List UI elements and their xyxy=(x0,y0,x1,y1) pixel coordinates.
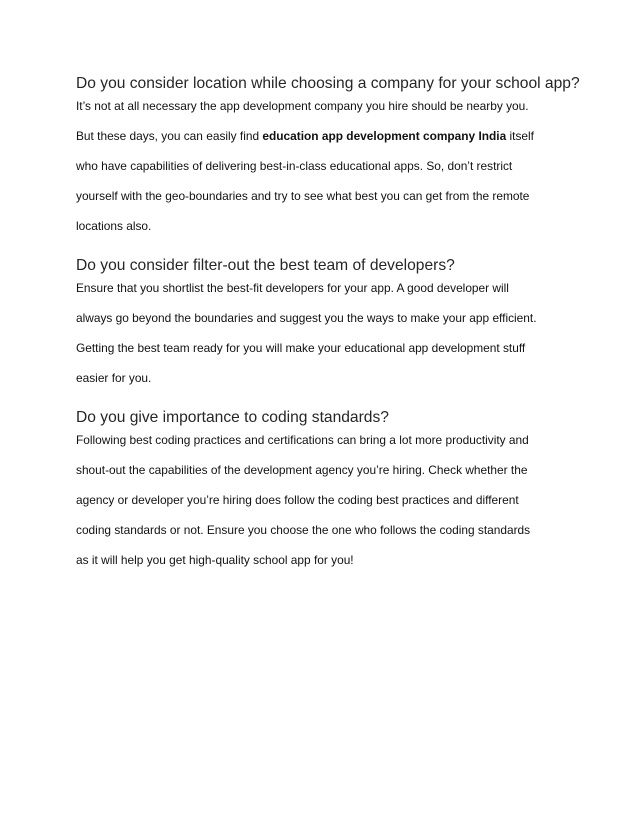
paragraph-line: agency or developer you’re hiring does follow the coding best practices and different xyxy=(76,493,519,507)
text-run: itself xyxy=(506,129,534,143)
paragraph-line xyxy=(76,129,576,143)
section-location xyxy=(76,75,580,233)
paragraph-line: easier for you. xyxy=(76,371,152,385)
section-team xyxy=(76,257,576,385)
section-heading: Do you consider filter-out the best team of developers? xyxy=(76,257,455,274)
paragraph-line: It’s not at all necessary the app development company you hire should be nearby you. xyxy=(76,99,529,113)
section-heading: Do you consider location while choosing a company for your school app? xyxy=(76,75,580,92)
paragraph-line: Following best coding practices and certifications can bring a lot more productivity and xyxy=(76,433,529,447)
section-heading: Do you give importance to coding standards? xyxy=(76,409,389,426)
paragraph-line: coding standards or not. Ensure you choose the one who follows the coding standards xyxy=(76,523,531,537)
paragraph-line: yourself with the geo-boundaries and try to see what best you can get from the remote xyxy=(76,189,530,203)
text-run: But these days, you can easily find xyxy=(76,129,263,143)
paragraph-line: shout-out the capabilities of the development agency you’re hiring. Check whether the xyxy=(76,463,528,477)
document-page xyxy=(76,75,580,567)
paragraph-line: Getting the best team ready for you will make your educational app development stuff xyxy=(76,341,526,355)
paragraph-line: as it will help you get high-quality school app for you! xyxy=(76,553,354,567)
paragraph-line: who have capabilities of delivering best-in-class educational apps. So, don’t restrict xyxy=(76,159,513,173)
paragraph-line: locations also. xyxy=(76,219,152,233)
paragraph-line: always go beyond the boundaries and suggest you the ways to make your app efficient. xyxy=(76,311,537,325)
section-coding-standards xyxy=(76,409,576,567)
paragraph-line: Ensure that you shortlist the best-fit developers for your app. A good developer will xyxy=(76,281,509,295)
emphasized-keyword: education app development company India xyxy=(262,129,507,143)
